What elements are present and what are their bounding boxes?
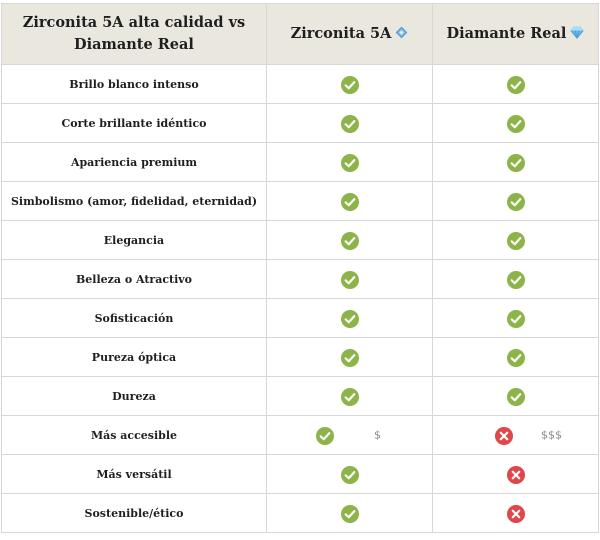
check-icon (341, 115, 359, 133)
check-icon (507, 271, 525, 289)
check-icon (507, 310, 525, 328)
comparison-table (1, 3, 599, 533)
header-diamante-label: Diamante Real (446, 24, 567, 42)
feature-label: Sostenible/ético (2, 494, 267, 533)
table-row (2, 338, 599, 377)
table-row (2, 260, 599, 299)
check-icon (507, 115, 525, 133)
feature-label: Elegancia (2, 221, 267, 260)
check-icon (341, 505, 359, 523)
feature-label: Apariencia premium (2, 143, 267, 182)
zirconita-cell (267, 221, 433, 260)
check-icon (316, 427, 334, 445)
feature-label: Corte brillante idéntico (2, 104, 267, 143)
diamante-cell (433, 494, 599, 533)
diamante-cell (433, 104, 599, 143)
zirconita-cell (267, 143, 433, 182)
table-row (2, 221, 599, 260)
cross-icon (507, 505, 525, 523)
check-icon (341, 349, 359, 367)
check-icon (341, 193, 359, 211)
check-icon (341, 271, 359, 289)
zirconita-cell (267, 65, 433, 104)
table-header-row (2, 4, 599, 65)
table-row (2, 182, 599, 221)
zirconita-cell (267, 416, 433, 455)
diamante-cell (433, 299, 599, 338)
diamante-cell (433, 260, 599, 299)
check-icon (507, 232, 525, 250)
feature-label: Más versátil (2, 455, 267, 494)
header-diamante (433, 4, 599, 65)
feature-label: Simbolismo (amor, fidelidad, eternidad) (2, 182, 267, 221)
diamante-cell (433, 455, 599, 494)
diamante-cell (433, 182, 599, 221)
zirconita-cell (267, 260, 433, 299)
table-row (2, 494, 599, 533)
feature-label: Pureza óptica (2, 338, 267, 377)
check-icon (341, 232, 359, 250)
zirconita-cell (267, 377, 433, 416)
feature-label: Sofisticación (2, 299, 267, 338)
zirconita-cell (267, 299, 433, 338)
zirconita-cell (267, 104, 433, 143)
price-indicator: $$$ (541, 428, 562, 442)
diamante-cell (433, 221, 599, 260)
cross-icon (495, 427, 513, 445)
diamante-cell (433, 416, 599, 455)
table-row (2, 65, 599, 104)
zirconita-cell (267, 338, 433, 377)
zirconita-cell (267, 455, 433, 494)
check-icon (341, 310, 359, 328)
diamante-cell (433, 338, 599, 377)
header-zirconita (267, 4, 433, 65)
price-indicator: $ (374, 428, 381, 442)
check-icon (507, 154, 525, 172)
diamante-cell (433, 143, 599, 182)
table-row (2, 416, 599, 455)
feature-label: Brillo blanco intenso (2, 65, 267, 104)
table-row (2, 299, 599, 338)
header-zirconita-label: Zirconita 5A (290, 24, 392, 42)
check-icon (507, 349, 525, 367)
zirconita-cell (267, 494, 433, 533)
table-row (2, 377, 599, 416)
check-icon (341, 388, 359, 406)
check-icon (341, 154, 359, 172)
header-feature (2, 4, 267, 65)
diamante-cell (433, 65, 599, 104)
check-icon (507, 388, 525, 406)
table-row (2, 143, 599, 182)
gem-icon (570, 24, 584, 46)
check-icon (341, 466, 359, 484)
zirconita-cell (267, 182, 433, 221)
check-icon (507, 76, 525, 94)
header-feature-label: Zirconita 5A alta calidad vs Diamante Real (22, 14, 246, 53)
table-row (2, 104, 599, 143)
cross-icon (507, 466, 525, 484)
feature-label: Dureza (2, 377, 267, 416)
blue-diamond-icon (395, 24, 408, 46)
feature-label: Belleza o Atractivo (2, 260, 267, 299)
feature-label: Más accesible (2, 416, 267, 455)
check-icon (341, 76, 359, 94)
table-row (2, 455, 599, 494)
check-icon (507, 193, 525, 211)
diamante-cell (433, 377, 599, 416)
